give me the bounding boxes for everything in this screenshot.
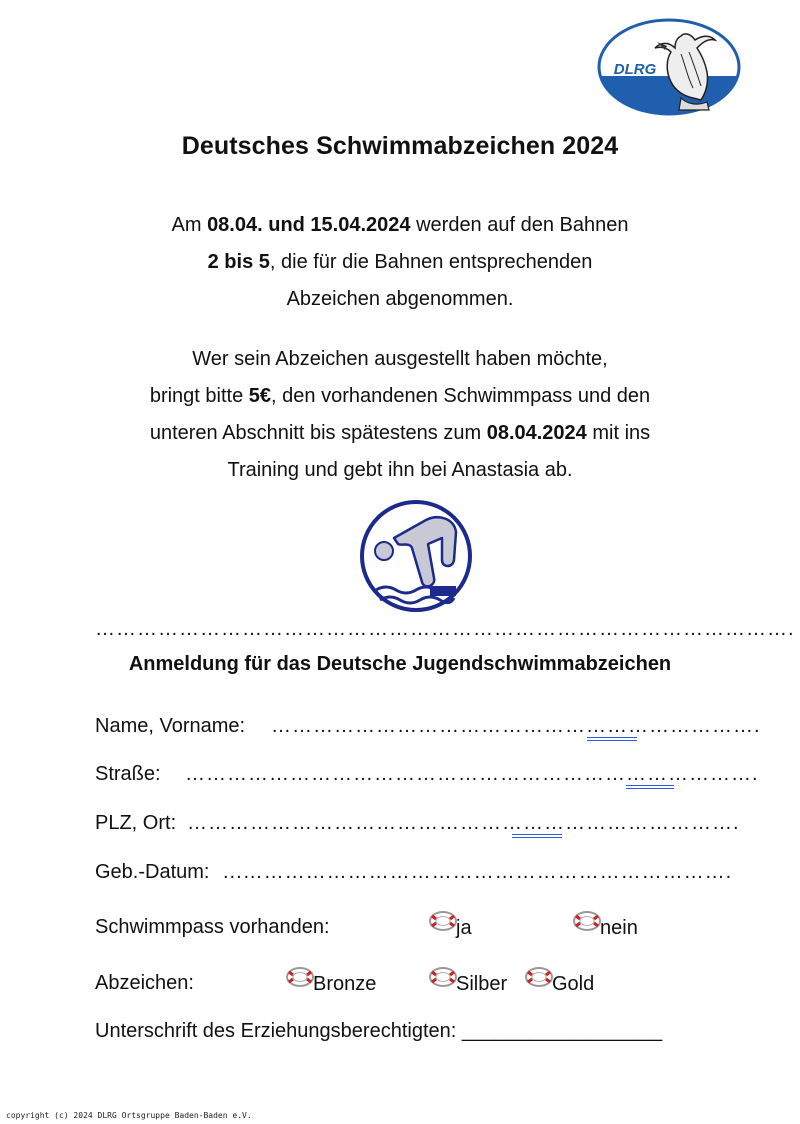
form-title: Anmeldung für das Deutsche Jugendschwimmabzeichen bbox=[128, 653, 672, 675]
text: Wer sein Abzeichen ausgestellt haben möchte, bbox=[192, 348, 608, 370]
lifebuoy-checkbox-icon[interactable] bbox=[428, 910, 458, 932]
spell-underline bbox=[626, 785, 674, 789]
svg-text:DLRG: DLRG bbox=[613, 61, 657, 78]
signature-field[interactable] bbox=[95, 1020, 662, 1043]
text: Am bbox=[171, 214, 208, 236]
lanes-bold: 2 bis 5 bbox=[207, 251, 270, 273]
spell-underline bbox=[587, 737, 637, 741]
name-field[interactable] bbox=[95, 715, 761, 738]
dob-field[interactable] bbox=[95, 861, 733, 884]
spell-underline bbox=[512, 834, 562, 838]
street-dots: ………………………………………………………………………. bbox=[185, 763, 759, 785]
option-bronze[interactable] bbox=[285, 966, 377, 995]
option-bronze-label: Bronze bbox=[313, 973, 377, 995]
lifebuoy-checkbox-icon[interactable] bbox=[428, 966, 458, 988]
option-silber[interactable] bbox=[428, 966, 508, 995]
dates-bold: 08.04. und 15.04.2024 bbox=[207, 214, 411, 236]
name-label: Name, Vorname: bbox=[95, 715, 246, 737]
cut-separator: ………………………………………………………………………………………. bbox=[95, 618, 795, 640]
signature-label: Unterschrift des Erziehungsberechtigten: bbox=[95, 1020, 457, 1042]
plz-field[interactable] bbox=[95, 812, 740, 835]
fee-bold: 5€ bbox=[248, 385, 272, 407]
street-label: Straße: bbox=[95, 763, 161, 785]
info-paragraph-2 bbox=[0, 341, 800, 489]
text: unteren Abschnitt bis spätestens zum bbox=[149, 422, 487, 444]
option-ja[interactable] bbox=[428, 910, 472, 939]
text: Abzeichen abgenommen. bbox=[286, 288, 514, 310]
text: mit ins bbox=[586, 422, 651, 444]
signature-line: __________________ bbox=[461, 1020, 663, 1042]
swimming-badge-icon bbox=[358, 498, 474, 614]
dlrg-logo bbox=[597, 18, 741, 116]
badge-label: Abzeichen: bbox=[95, 972, 194, 994]
info-paragraph-1 bbox=[0, 207, 800, 318]
text: werden auf den Bahnen bbox=[410, 214, 629, 236]
copyright-footer: copyright (c) 2024 DLRG Ortsgruppe Baden-Baden e.V. bbox=[6, 1111, 252, 1120]
page-title: Deutsches Schwimmabzeichen 2024 bbox=[181, 132, 619, 160]
option-nein-label: nein bbox=[600, 917, 638, 939]
dob-label: Geb.-Datum: bbox=[95, 861, 210, 883]
plz-dots: ……………………………………………………………………. bbox=[187, 812, 740, 834]
option-silber-label: Silber bbox=[456, 973, 508, 995]
text: bringt bitte bbox=[149, 385, 249, 407]
text: , die für die Bahnen entsprechenden bbox=[269, 251, 593, 273]
text: Training und gebt ihn bei Anastasia ab. bbox=[227, 459, 573, 481]
option-gold[interactable] bbox=[524, 966, 595, 995]
swimpass-label: Schwimmpass vorhanden: bbox=[95, 916, 330, 938]
lifebuoy-checkbox-icon[interactable] bbox=[524, 966, 554, 988]
name-dots: ……………………………………………………………. bbox=[271, 715, 761, 737]
lifebuoy-checkbox-icon[interactable] bbox=[572, 910, 602, 932]
option-gold-label: Gold bbox=[552, 973, 595, 995]
text: , den vorhandenen Schwimmpass und den bbox=[271, 385, 651, 407]
street-field[interactable] bbox=[95, 763, 759, 786]
option-nein[interactable] bbox=[572, 910, 638, 939]
deadline-bold: 08.04.2024 bbox=[486, 422, 587, 444]
lifebuoy-checkbox-icon[interactable] bbox=[285, 966, 315, 988]
dob-dots: ...……………………………………………………………. bbox=[223, 861, 733, 883]
plz-label: PLZ, Ort: bbox=[95, 812, 177, 834]
option-ja-label: ja bbox=[456, 917, 472, 939]
